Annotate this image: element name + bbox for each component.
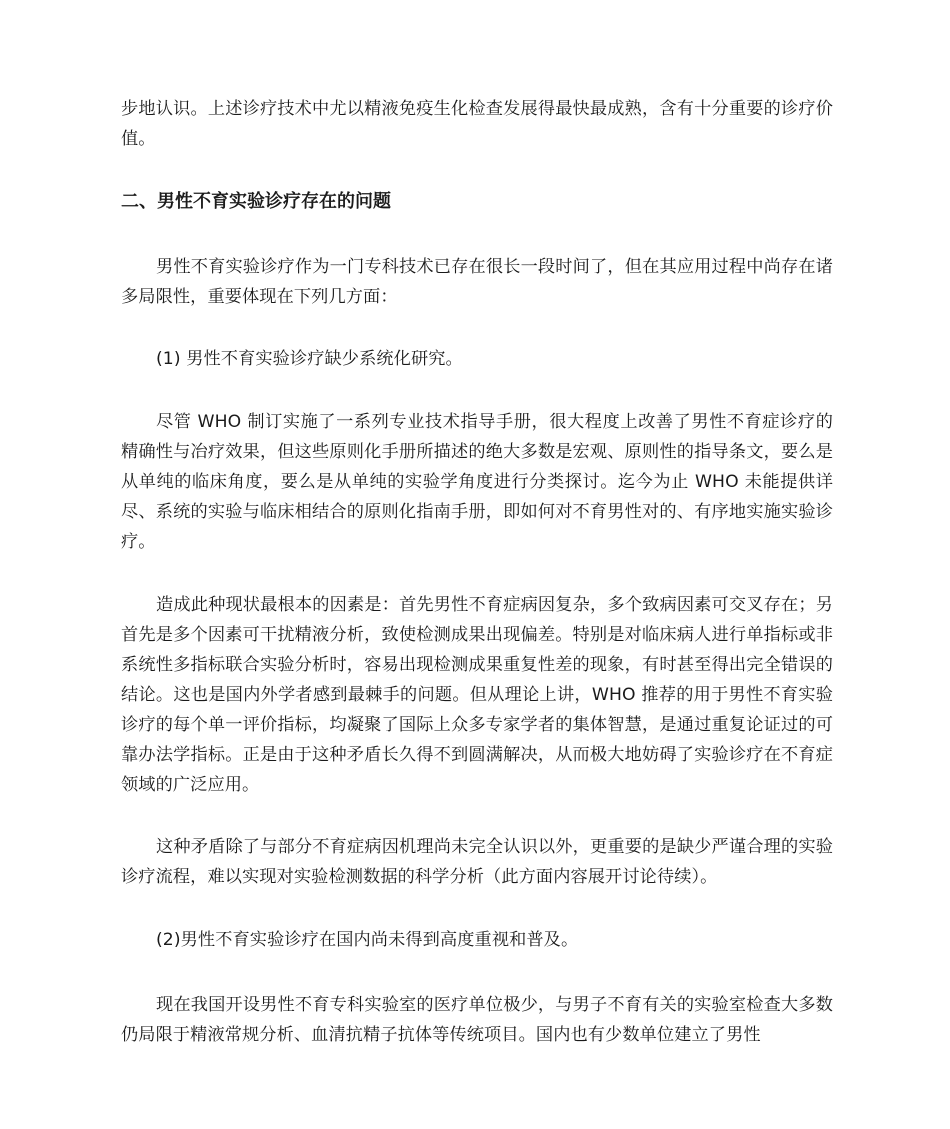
paragraph-intro: 男性不育实验诊疗作为一门专科技术已存在很长一段时间了，但在其应用过程中尚存在诸多局限性，重要体现在下列几方面： (121, 257, 833, 307)
paragraph-continued: 步地认识。上述诊疗技术中尤以精液免疫生化检查发展得最快最成熟，含有十分重要的诊疗价值。 (121, 99, 833, 149)
list-item-2: (2)男性不育实验诊疗在国内尚未得到高度重视和普及。 (156, 930, 579, 950)
paragraph-cause: 造成此种现状最根本的因素是：首先男性不育症病因复杂，多个致病因素可交叉存在；另首先是多个因素可干扰精液分析，致使检测成果出现偏差。特别是对临床病人进行单指标或非系统性多指标联合实验分析时，容易出现检测成果重复性差的现象，有时甚至得出完全错误的结论。这也是国内外学者感到最棘手的问题。但从理论上讲，WHO 推荐的用于男性不育实验诊疗的每个单一评价指标，均凝聚了国际上众多专家学者的集体智慧，是通过重复论证过的可靠办法学指标。正是由于这种矛盾长久得不到圆满解决，从而极大地妨碍了实验诊疗在不育症领域的广泛应用。 (121, 595, 833, 795)
paragraph-who: 尽管 WHO 制订实施了一系列专业技术指导手册，很大程度上改善了男性不育症诊疗的精确性与冶疗效果，但这些原则化手册所描述的绝大多数是宏观、原则性的指导条文，要么是从单纯的临床角度，要么是从单纯的实验学角度进行分类探讨。迄今为止 WHO 未能提供详尽、系统的实验与临床相结合的原则化指南手册，即如何对不育男性对的、有序地实施实验诊疗。 (121, 412, 833, 552)
document-body (121, 94, 833, 1050)
paragraph-contradiction: 这种矛盾除了与部分不育症病因机理尚未完全认识以外，更重要的是缺少严谨合理的实验诊疗流程，难以实现对实验检测数据的科学分析（此方面内容展开讨论待续）。 (121, 837, 833, 887)
paragraph-domestic: 现在我国开设男性不育专科实验室的医疗单位极少，与男子不育有关的实验室检查大多数仍局限于精液常规分析、血清抗精子抗体等传统项目。国内也有少数单位建立了男性 (121, 995, 833, 1045)
section-heading: 二、男性不育实验诊疗存在的问题 (121, 191, 391, 212)
list-item-1: (1) 男性不育实验诊疗缺少系统化研究。 (156, 349, 463, 369)
